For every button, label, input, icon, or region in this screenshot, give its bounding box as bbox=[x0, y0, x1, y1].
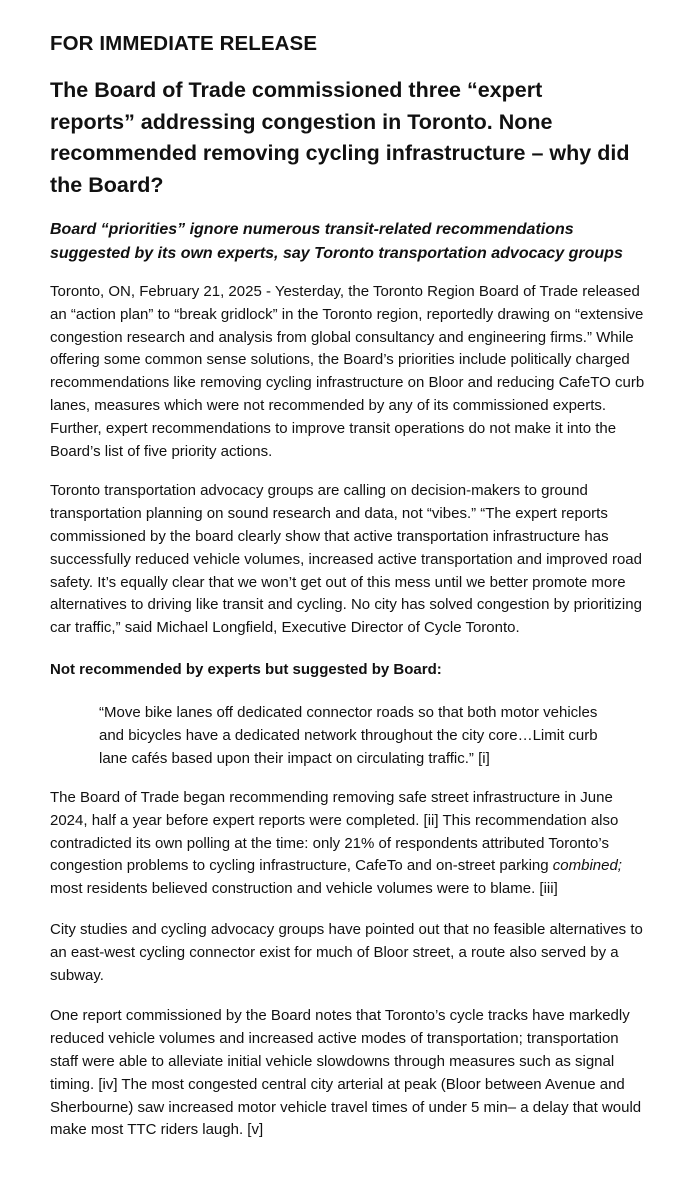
paragraph-board-history-text-end: most residents believed construction and vehicle volumes were to blame. [iii] bbox=[50, 880, 558, 898]
paragraph-board-history-text: The Board of Trade began recommending removing safe street infrastructure in June 2024, half a year before expert reports were completed. [ii] This recommendation also contradicted its own polling at the time: only 21% of respondents attributed Toronto’s congestion problems to cycling infrastructure, CafeTo and on-street parking bbox=[50, 788, 619, 875]
release-label: FOR IMMEDIATE RELEASE bbox=[50, 32, 318, 55]
paragraph-board-history bbox=[50, 787, 650, 901]
paragraph-board-history-emphasis: combined; bbox=[552, 857, 622, 875]
blockquote-board: “Move bike lanes off dedicated connector roads so that both motor vehicles and bicycles have a dedicated network throughout the city core…Limit curb lane cafés based upon their impact on circulating traffic.” [i] bbox=[99, 703, 598, 767]
paragraph-city-studies: City studies and cycling advocacy groups have pointed out that no feasible alternatives to an east-west cycling connector exist for much of Bloor street, a route also served by a subway. bbox=[50, 920, 643, 984]
paragraph-advocacy-quote: Toronto transportation advocacy groups are calling on decision-makers to ground transportation planning on sound research and data, not “vibes.” “The expert reports commissioned by the board clearly show that active transportation infrastructure has successfully reduced vehicle volumes, increased active transportation and improved road safety. It’s equally clear that we won’t get out of this mess until we better promote more alternatives to driving like transit and cycling. No city has solved congestion by prioritizing car traffic,” said Michael Longfield, Executive Director of Cycle Toronto. bbox=[50, 482, 642, 637]
section-label: Not recommended by experts but suggested by Board: bbox=[50, 660, 442, 678]
subheadline: Board “priorities” ignore numerous transit-related recommendations suggested by its own experts, say Toronto transportation advocacy groups bbox=[50, 221, 623, 262]
headline: The Board of Trade commissioned three “expert reports” addressing congestion in Toronto. None recommended removing cycling infrastructure – why did the Board? bbox=[50, 78, 630, 197]
paragraph-report-findings: One report commissioned by the Board notes that Toronto’s cycle tracks have markedly reduced vehicle volumes and increased active modes of transportation; transportation staff were able to alleviate initial vehicle slowdowns through measures such as signal timing. [iv] The most congested central city arterial at peak (Bloor between Avenue and Sherbourne) saw increased motor vehicle travel times of under 5 min– a delay that would make most TTC riders laugh. [v] bbox=[50, 1007, 642, 1139]
paragraph-intro: Toronto, ON, February 21, 2025 - Yesterday, the Toronto Region Board of Trade released an “action plan” to “break gridlock” in the Toronto region, reportedly drawing on “extensive congestion research and analysis from global consultancy and engineering firms.” While offering some common sense solutions, the Board’s priorities include politically charged recommendations like removing cycling infrastructure on Bloor and reducing CafeTO curb lanes, measures which were not recommended by any of its commissioned experts. Further, expert recommendations to improve transit operations do not make it into the Board’s list of five priority actions. bbox=[50, 283, 645, 460]
